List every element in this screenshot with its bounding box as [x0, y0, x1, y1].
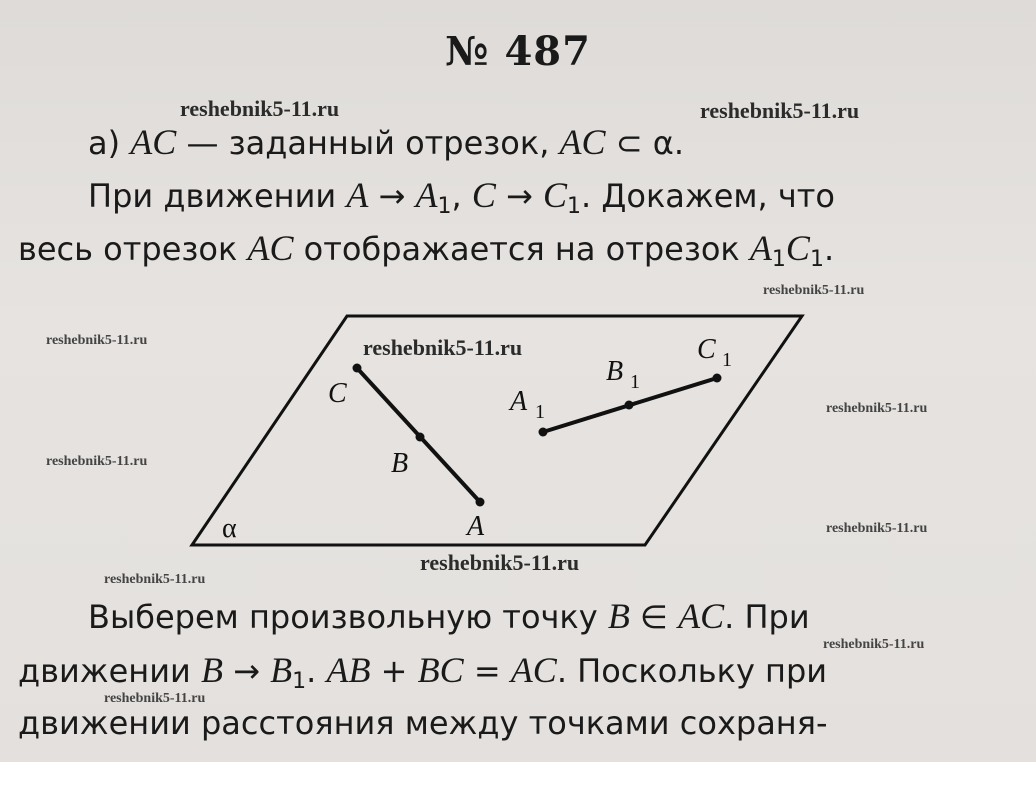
point-c1: C [543, 175, 568, 215]
segment-ac: AC [510, 650, 557, 690]
label-c: C [328, 378, 347, 409]
label-c1: C [697, 334, 716, 365]
point-c-dot [353, 364, 362, 373]
segment-ac: AC [559, 122, 606, 162]
subscript: 1 [567, 194, 582, 219]
item-label: а) [88, 124, 131, 162]
watermark: reshebnik5-11.ru [826, 401, 928, 416]
text: Выберем произвольную точку [88, 598, 608, 636]
label-a1-sub: 1 [535, 401, 545, 423]
point-a1-dot [539, 428, 548, 437]
segment-bc: BC [417, 650, 464, 690]
subset-relation: ⊂ α. [605, 124, 684, 162]
point-c1: C [785, 228, 810, 268]
label-b1: B [606, 356, 624, 387]
text: . [306, 652, 327, 690]
subscript: 1 [292, 669, 307, 694]
text: При движении [88, 177, 347, 215]
arrow: → [495, 177, 543, 215]
point-b: B [607, 596, 630, 636]
watermark: reshebnik5-11.ru [763, 283, 865, 298]
point-a-dot [476, 498, 485, 507]
text: движении [18, 652, 201, 690]
arrow: → [368, 177, 416, 215]
subscript: 1 [437, 194, 452, 219]
watermark: reshebnik5-11.ru [826, 521, 928, 536]
segment-ac: AC [130, 122, 177, 162]
arrow: → [222, 652, 271, 690]
segment-ac: AC [247, 228, 294, 268]
point-c1-dot [713, 374, 722, 383]
point-b-dot [416, 433, 425, 442]
label-b: B [391, 448, 409, 479]
segment-ab: AB [326, 650, 371, 690]
watermark: reshebnik5-11.ru [420, 550, 580, 575]
point-b1: B [270, 650, 293, 690]
proof-line-3: движении расстояния между точками сохраня- [18, 704, 828, 742]
label-b1-sub: 1 [630, 371, 640, 393]
watermark: reshebnik5-11.ru [363, 335, 523, 360]
text: . [823, 230, 835, 268]
statement-text: — заданный отрезок, [176, 124, 560, 162]
watermark: reshebnik5-11.ru [823, 637, 925, 652]
watermark: reshebnik5-11.ru [180, 96, 340, 121]
text: . При [724, 598, 810, 636]
point-b: B [200, 650, 223, 690]
subscript: 1 [771, 247, 786, 272]
element-of: ∈ [629, 598, 679, 636]
problem-number: № 487 [445, 28, 591, 75]
point-a1: A [415, 175, 438, 215]
subscript: 1 [809, 247, 824, 272]
plus: + [370, 652, 418, 690]
comma: , [451, 177, 472, 215]
point-a: A [346, 175, 369, 215]
equals: = [463, 652, 511, 690]
text: . Докажем, что [581, 177, 835, 215]
text: весь отрезок [18, 230, 248, 268]
plane-label: α [222, 513, 237, 544]
watermark: reshebnik5-11.ru [46, 454, 148, 469]
point-b1-dot [625, 401, 634, 410]
proof-line-1 [88, 596, 1036, 637]
label-a: A [467, 511, 485, 542]
text: . Поскольку при [556, 652, 828, 690]
watermark: reshebnik5-11.ru [104, 691, 206, 706]
watermark: reshebnik5-11.ru [104, 572, 206, 587]
label-a1: A [510, 386, 528, 417]
segment-ac: AC [678, 596, 725, 636]
point-c: C [471, 175, 496, 215]
text: отображается на отрезок [293, 230, 750, 268]
watermark: reshebnik5-11.ru [46, 333, 148, 348]
label-c1-sub: 1 [722, 349, 732, 371]
point-a1: A [749, 228, 772, 268]
watermark: reshebnik5-11.ru [700, 98, 860, 123]
